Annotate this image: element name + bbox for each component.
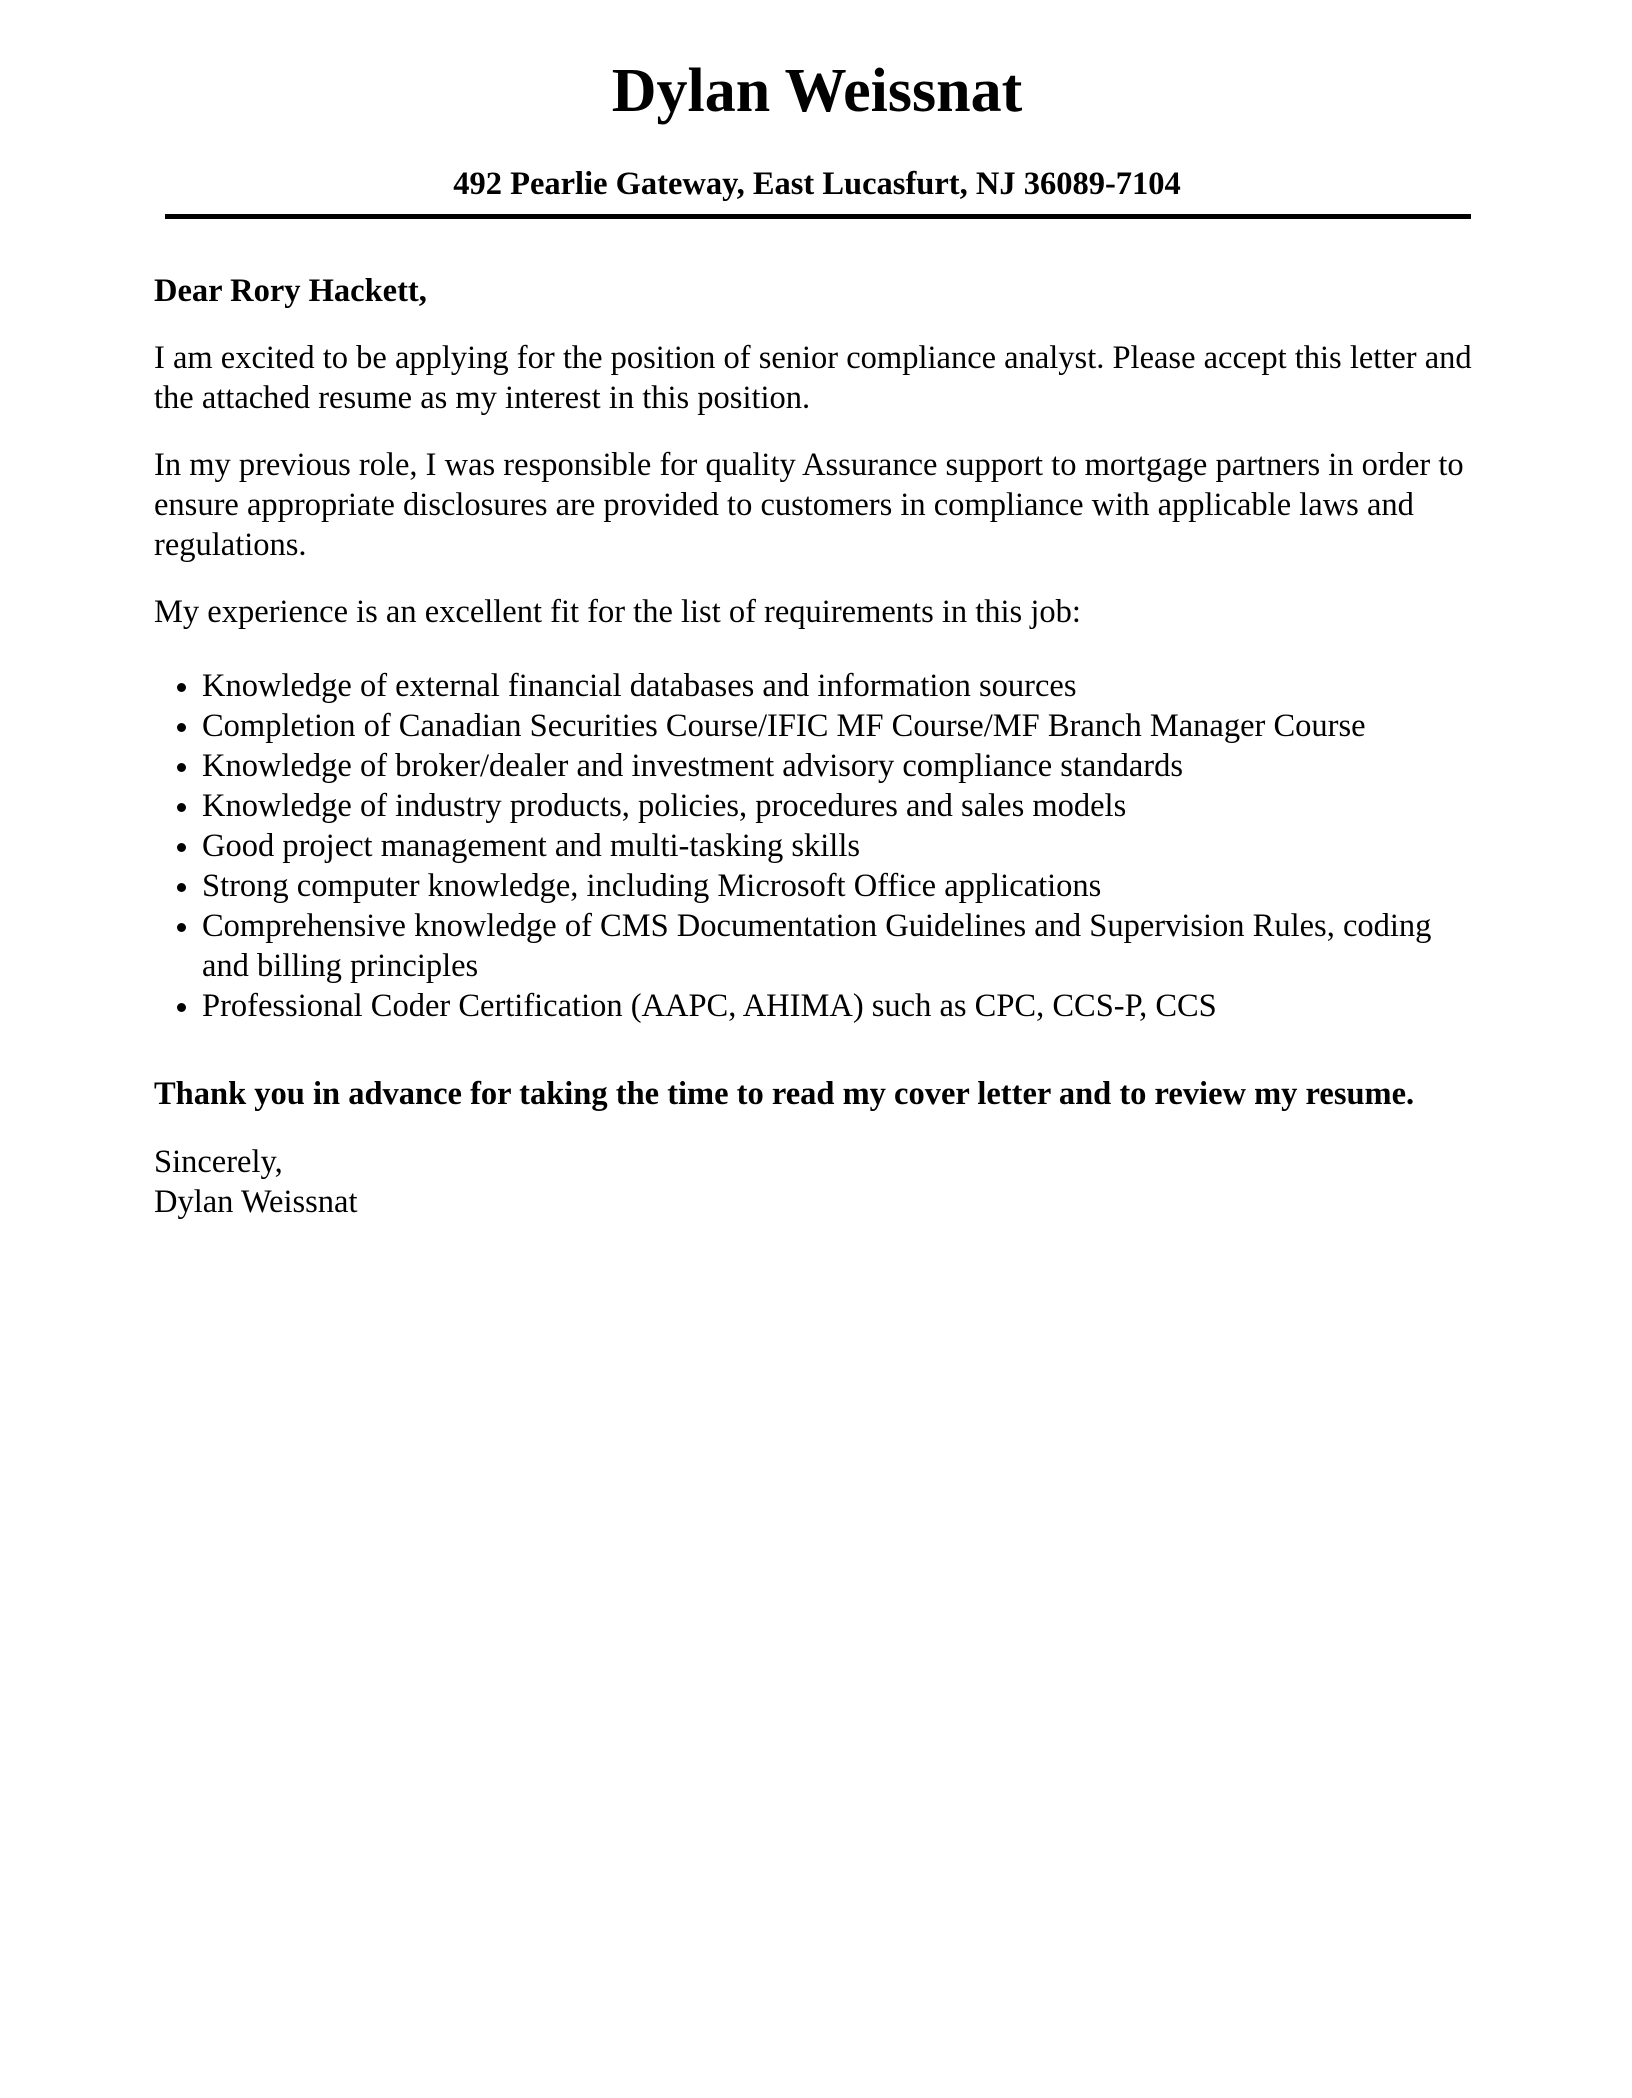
letter-title: Dylan Weissnat (611, 57, 1023, 125)
closing-statement: Thank you in advance for taking the time to read my cover letter and to review my resume. (154, 1076, 1415, 1112)
header-divider (165, 214, 1471, 219)
signature-block (154, 1142, 1480, 1222)
salutation: Dear Rory Hackett, (154, 273, 427, 309)
signoff: Sincerely, (154, 1144, 283, 1180)
letter-content (0, 54, 1632, 1222)
requirement-item: • Completion of Canadian Securities Course/IFIC MF Course/MF Branch Manager Course (202, 706, 1480, 746)
requirement-item: • Knowledge of external financial databases and information sources (202, 666, 1480, 706)
letter-address: 492 Pearlie Gateway, East Lucasfurt, NJ 36089-7104 (453, 166, 1181, 202)
requirements-list (154, 666, 1480, 1026)
requirement-item: • Strong computer knowledge, including Microsoft Office applications (202, 866, 1480, 906)
requirement-item: • Knowledge of industry products, policies, procedures and sales models (202, 786, 1480, 826)
requirement-item: • Comprehensive knowledge of CMS Documentation Guidelines and Supervision Rules, coding and billing principles (202, 906, 1480, 986)
requirement-item: • Knowledge of broker/dealer and investment advisory compliance standards (202, 746, 1480, 786)
paragraph-intro: I am excited to be applying for the position of senior compliance analyst. Please accept this letter and the attached resume as my interest in this position. (154, 340, 1472, 416)
requirement-item: • Good project management and multi-tasking skills (202, 826, 1480, 866)
requirement-item: • Professional Coder Certification (AAPC, AHIMA) such as CPC, CCS-P, CCS (202, 986, 1480, 1026)
paragraph-experience-lead-in: My experience is an excellent fit for the list of requirements in this job: (154, 594, 1081, 630)
signature-name: Dylan Weissnat (154, 1184, 358, 1220)
paragraph-previous-role: In my previous role, I was responsible for quality Assurance support to mortgage partners in order to ensure appropriate disclosures are provided to customers in compliance with applicable laws and regulations. (154, 447, 1464, 563)
